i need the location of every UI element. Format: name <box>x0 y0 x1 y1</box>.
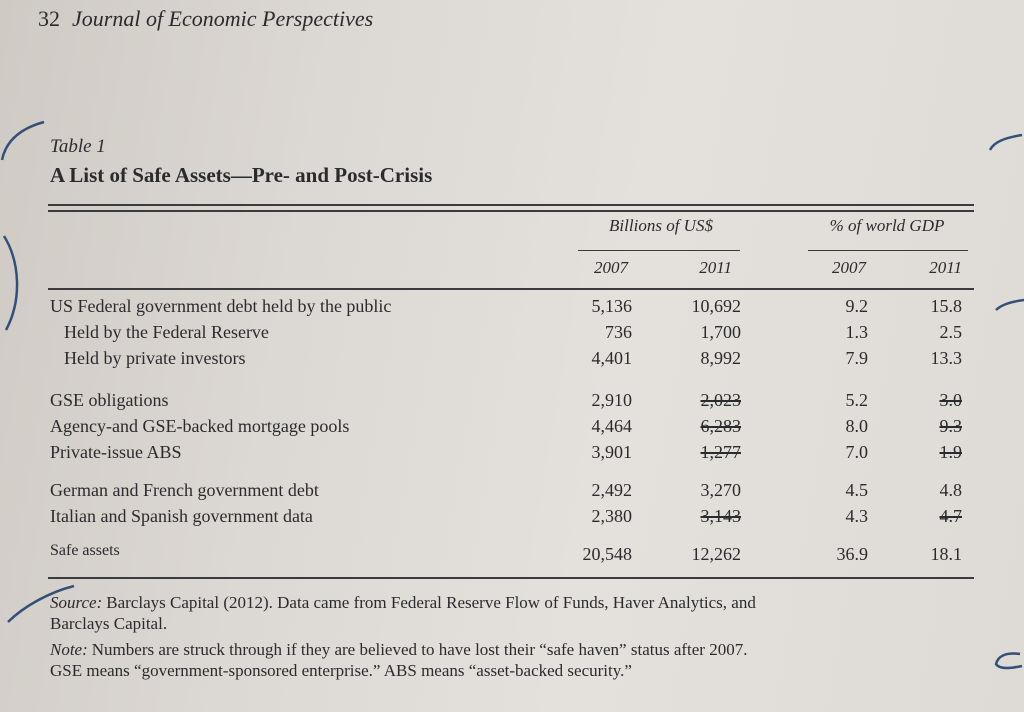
table-cell: 4.3 <box>845 506 868 526</box>
table-cell: 1.3 <box>845 322 868 342</box>
note-line-1: Note: Numbers are struck through if they are believed to have lost their “safe haven” status after 2007. <box>50 640 748 659</box>
table-cell: 20,548 <box>582 544 632 564</box>
struck-cell: 3,143 <box>700 506 741 526</box>
table-top-rule <box>48 204 974 206</box>
note-line-2: GSE means “government-sponsored enterprise.” ABS means “asset-backed security.” <box>50 661 632 680</box>
source-line-1: Source: Barclays Capital (2012). Data came from Federal Reserve Flow of Funds, Haver Analytics, and <box>50 593 756 612</box>
group-header-billions: Billions of US$ <box>609 216 713 235</box>
source-line-2: Barclays Capital. <box>50 614 168 633</box>
row-label: Held by private investors <box>64 348 246 368</box>
struck-cell: 9.3 <box>939 416 962 436</box>
group-rule-billions <box>578 250 740 251</box>
page-number: 32 <box>38 6 60 31</box>
year-header: 2007 <box>832 258 866 277</box>
table-title: A List of Safe Assets—Pre- and Post-Crisis <box>50 163 433 187</box>
table-cell: 2,910 <box>591 390 632 410</box>
struck-cell: 4.7 <box>939 506 962 526</box>
table-cell: 8.0 <box>845 416 868 436</box>
table-cell: 9.2 <box>845 296 868 316</box>
table-cell: 4.8 <box>939 480 962 500</box>
year-header: 2007 <box>594 258 628 277</box>
table-cell: 15.8 <box>930 296 962 316</box>
table-cell: 5.2 <box>845 390 868 410</box>
table-bottom-rule <box>48 577 974 579</box>
row-label: Held by the Federal Reserve <box>64 322 269 342</box>
struck-cell: 6,283 <box>700 416 741 436</box>
row-label: Italian and Spanish government data <box>50 506 313 526</box>
row-label: GSE obligations <box>50 390 169 410</box>
row-label: German and French government debt <box>50 480 319 500</box>
pen-bracket-right-2 <box>996 300 1024 310</box>
struck-cell: 1,277 <box>700 442 741 462</box>
row-label: Safe assets <box>50 542 120 559</box>
table-cell: 18.1 <box>930 544 962 564</box>
table-cell: 1,700 <box>700 322 741 342</box>
table-cell: 2,492 <box>591 480 632 500</box>
group-rule-gdp <box>808 250 968 251</box>
table-cell: 4,401 <box>591 348 632 368</box>
journal-name: Journal of Economic Perspectives <box>72 6 374 31</box>
row-label: US Federal government debt held by the public <box>50 296 392 316</box>
table-cell: 7.9 <box>845 348 868 368</box>
note-label: Note: <box>50 640 88 659</box>
year-header: 2011 <box>699 258 732 277</box>
pen-mark-bottom-right <box>996 653 1022 668</box>
struck-cell: 3.0 <box>939 390 962 410</box>
row-label: Agency-and GSE-backed mortgage pools <box>50 416 350 436</box>
table-cell: 7.0 <box>845 442 868 462</box>
pen-bracket-right <box>990 135 1022 150</box>
source-label: Source: <box>50 593 103 612</box>
struck-cell: 1.9 <box>939 442 962 462</box>
year-header: 2011 <box>929 258 962 277</box>
table-label: Table 1 <box>50 136 106 157</box>
pen-bracket-left <box>2 122 44 330</box>
table-cell: 8,992 <box>700 348 741 368</box>
table-top-rule-2 <box>48 210 974 212</box>
table-cell: 4.5 <box>845 480 868 500</box>
group-header-gdp: % of world GDP <box>829 216 945 235</box>
table-cell: 2,380 <box>591 506 632 526</box>
table-cell: 10,692 <box>691 296 741 316</box>
table-cell: 5,136 <box>591 296 632 316</box>
table-cell: 3,270 <box>700 480 741 500</box>
table-cell: 12,262 <box>691 544 741 564</box>
row-label: Private-issue ABS <box>50 442 182 462</box>
table-cell: 4,464 <box>591 416 632 436</box>
struck-cell: 2,023 <box>700 390 741 410</box>
table-cell: 736 <box>605 322 632 342</box>
table-cell: 3,901 <box>591 442 632 462</box>
table-cell: 13.3 <box>930 348 962 368</box>
page-header <box>38 6 373 32</box>
table-cell: 2.5 <box>939 322 962 342</box>
header-bottom-rule <box>48 288 974 290</box>
table-cell: 36.9 <box>836 544 868 564</box>
